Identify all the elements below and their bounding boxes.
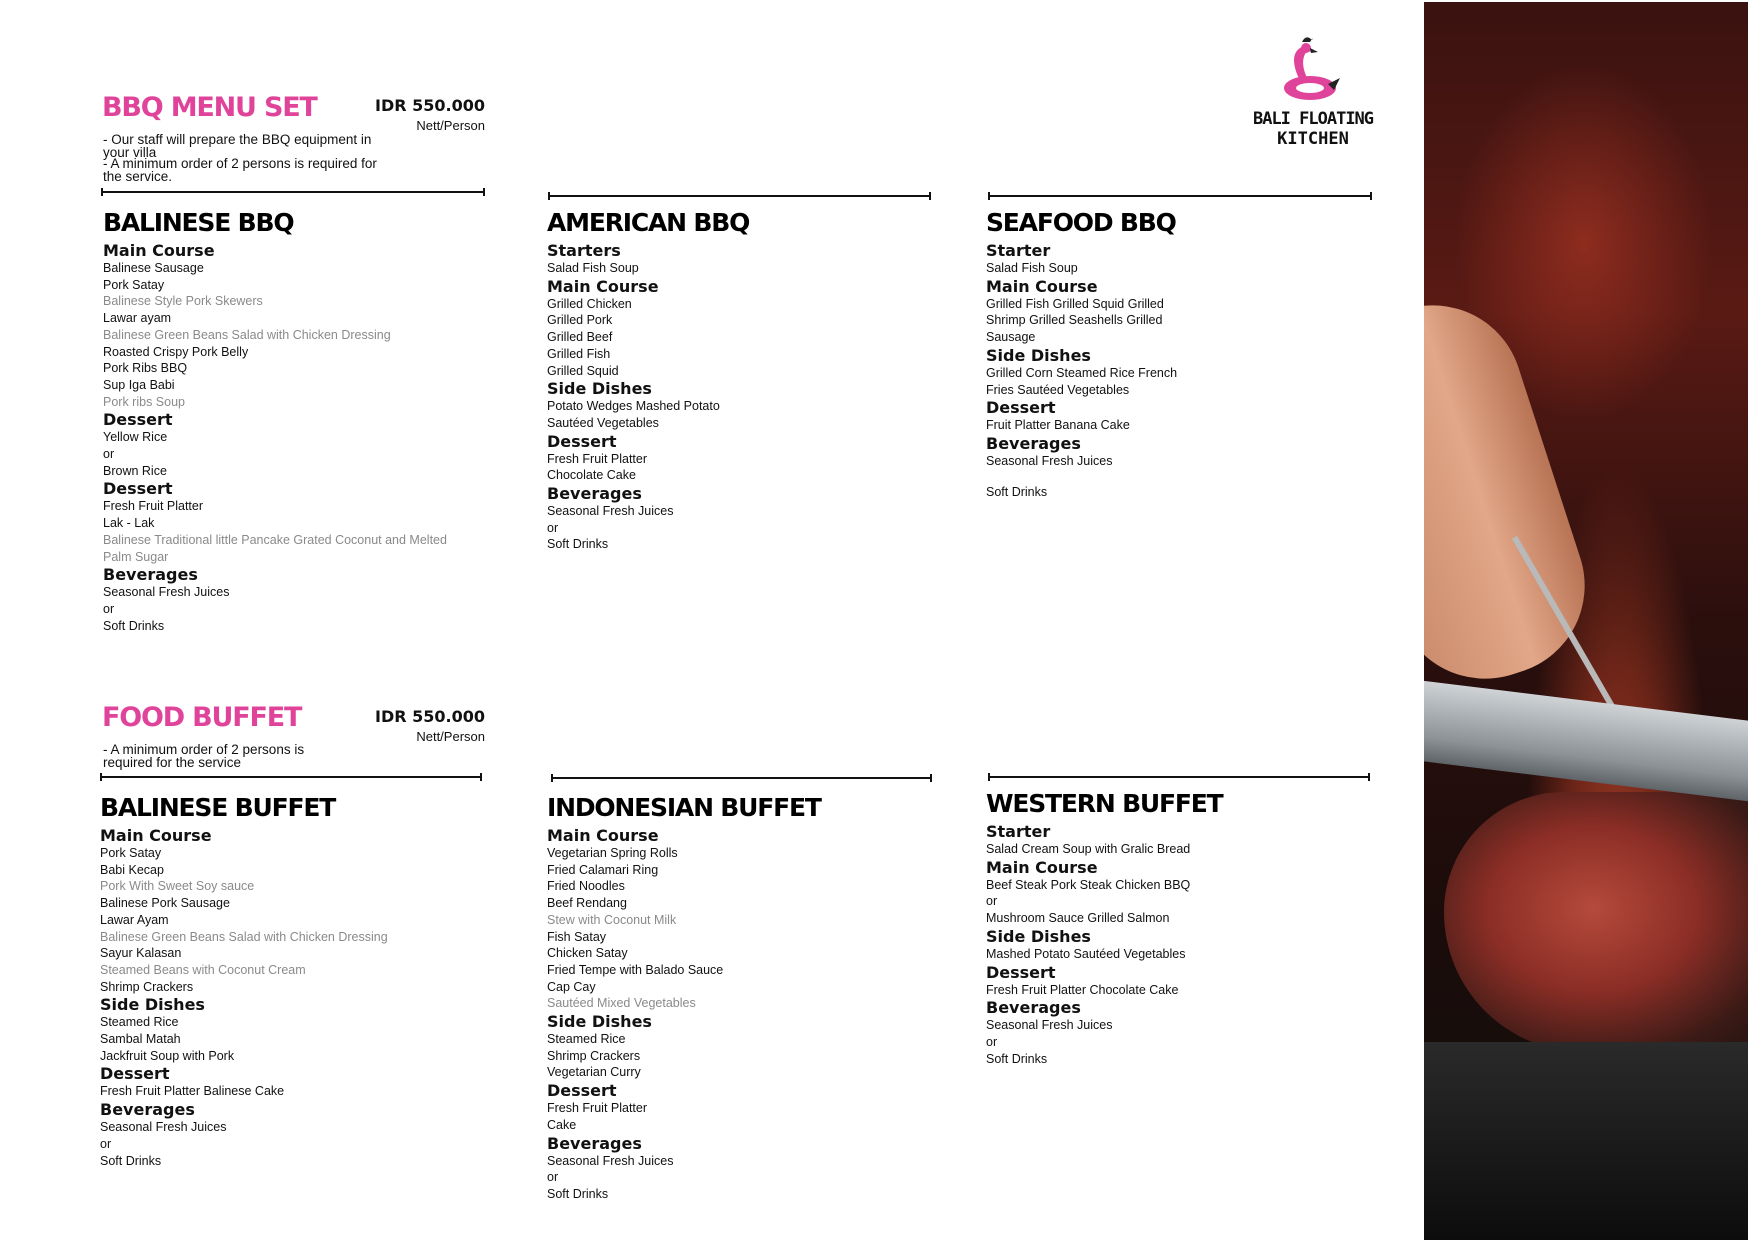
section-heading: Dessert (986, 962, 1056, 982)
section-heading: Side Dishes (100, 995, 205, 1015)
american-bbq-menu (547, 208, 907, 553)
menu-item: or (103, 601, 115, 616)
section-heading: Side Dishes (986, 926, 1091, 946)
section-heading: Dessert (547, 431, 617, 451)
menu-item: Seasonal Fresh Juices (986, 1018, 1113, 1033)
menu-item: or (547, 520, 559, 535)
bali-floating-kitchen-logo (1248, 36, 1378, 161)
indonesian-buffet-divider (551, 777, 932, 779)
menu-item: Pork Satay (100, 846, 162, 860)
section-heading: Main Course (986, 276, 1098, 296)
buffet-divider (100, 776, 482, 778)
section-heading: Main Course (547, 826, 659, 845)
menu-item: Salad Fish Soup (986, 261, 1078, 275)
menu-item: Soft Drinks (986, 1051, 1048, 1066)
bbq-note-minimum: - A minimum order of 2 persons is required for the service. (103, 156, 377, 184)
menu-item: Jackfruit Soup with Pork (100, 1048, 235, 1063)
menu-title: BALINESE BBQ (103, 208, 294, 237)
bbq-divider (101, 191, 485, 193)
menu-item: Pork Satay (103, 277, 165, 292)
menu-item: Fried Noodles (547, 879, 625, 894)
menu-title: AMERICAN BBQ (547, 208, 750, 237)
menu-item: Cap Cay (547, 979, 596, 994)
menu-item: Sup Iga Babi (103, 377, 175, 392)
menu-item: Soft Drinks (547, 537, 609, 552)
menu-item: Brown Rice (103, 463, 167, 478)
menu-item: Balinese Pork Sausage (100, 896, 230, 911)
menu-item: Grilled Squid (547, 363, 619, 378)
menu-title: INDONESIAN BUFFET (547, 793, 821, 822)
menu-item: Fresh Fruit Platter (547, 451, 648, 466)
menu-item: Sambal Matah (100, 1032, 181, 1047)
menu-item: Shrimp Crackers (100, 979, 194, 994)
menu-item: Seasonal Fresh Juices (547, 504, 674, 519)
menu-item: Vegetarian Curry (547, 1065, 641, 1080)
menu-item: Fries Sautéed Vegetables (986, 382, 1130, 397)
seafood-bbq-menu (986, 208, 1346, 500)
section-heading: Dessert (103, 410, 173, 430)
section-heading: Main Course (100, 826, 212, 845)
bbq-price-unit: Nett/Person (416, 118, 485, 133)
menu-item: Chocolate Cake (547, 468, 636, 483)
flamingo-icon (1248, 36, 1378, 106)
menu-item: Soft Drinks (103, 618, 165, 633)
menu-item: Shrimp Grilled Seashells Grilled (986, 313, 1163, 328)
section-heading: Beverages (986, 433, 1081, 453)
knife-shape (1424, 677, 1748, 808)
menu-item: Steamed Rice (547, 1032, 626, 1047)
section-heading: Dessert (100, 1064, 170, 1084)
menu-item: Seasonal Fresh Juices (547, 1153, 674, 1168)
section-heading: Beverages (103, 565, 198, 585)
western-buffet-menu (986, 789, 1346, 1067)
menu-item: Fried Tempe with Balado Sauce (547, 962, 724, 977)
menu-item: Yellow Rice (103, 430, 168, 445)
menu-item: Grilled Corn Steamed Rice French (986, 365, 1178, 380)
menu-title: WESTERN BUFFET (986, 789, 1223, 818)
menu-item: Balinese Traditional little Pancake Grated Coconut and Melted Palm Sugar (103, 532, 447, 564)
menu-item: Seasonal Fresh Juices (103, 585, 230, 600)
menu-item: Mushroom Sauce Grilled Salmon (986, 911, 1170, 926)
steak-shape (1444, 792, 1748, 1052)
logo-text-line2: KITCHEN (1277, 129, 1349, 149)
menu-item: Lak - Lak (103, 516, 155, 531)
menu-item: Shrimp Crackers (547, 1048, 641, 1063)
menu-item: or (986, 1034, 998, 1049)
menu-item: Mashed Potato Sautéed Vegetables (986, 946, 1186, 961)
western-buffet-divider (988, 776, 1370, 778)
menu-item: Sautéed Vegetables (547, 415, 659, 430)
balinese-buffet-menu (100, 793, 460, 1169)
menu-item: Babi Kecap (100, 862, 164, 877)
section-heading: Side Dishes (547, 1012, 652, 1032)
seafood-bbq-divider (988, 195, 1372, 197)
section-heading: Beverages (547, 1133, 642, 1153)
section-heading: Side Dishes (547, 379, 652, 399)
menu-item: Sausage (986, 330, 1036, 345)
menu-item: Vegetarian Spring Rolls (547, 846, 678, 860)
section-heading: Main Course (103, 241, 215, 260)
section-heading: Beverages (986, 998, 1081, 1018)
menu-item: Steamed Beans with Coconut Cream (100, 962, 306, 977)
menu-item: Balinese Green Beans Salad with Chicken Dressing (100, 929, 388, 944)
menu-item: Pork Ribs BBQ (103, 361, 188, 376)
buffet-price: IDR 550.000 (375, 707, 485, 726)
menu-item: or (986, 894, 998, 909)
menu-item: Grilled Fish Grilled Squid Grilled (986, 296, 1164, 311)
section-heading: Beverages (100, 1100, 195, 1120)
menu-item: or (103, 447, 115, 462)
menu-item: Fruit Platter Banana Cake (986, 418, 1130, 433)
buffet-price-unit: Nett/Person (416, 729, 485, 744)
section-heading: Dessert (547, 1081, 617, 1101)
menu-title: BALINESE BUFFET (100, 793, 336, 822)
bbq-note-staff: - Our staff will prepare the BBQ equipment in your villa (103, 132, 372, 160)
bbq-price: IDR 550.000 (375, 96, 485, 115)
menu-item: Fresh Fruit Platter (103, 499, 204, 514)
menu-item: Lawar Ayam (100, 912, 169, 927)
menu-item: Steamed Rice (100, 1015, 179, 1030)
menu-item: Balinese Sausage (103, 261, 204, 275)
section-heading: Beverages (547, 484, 642, 504)
menu-item: Sayur Kalasan (100, 946, 182, 961)
section-heading: Starter (986, 822, 1051, 841)
balinese-bbq-menu (103, 208, 463, 634)
food-buffet-title: FOOD BUFFET (102, 702, 302, 733)
menu-item: Beef Rendang (547, 896, 627, 911)
section-heading: Dessert (986, 398, 1056, 418)
menu-item: Seasonal Fresh Juices (986, 453, 1113, 468)
menu-item: Fish Satay (547, 929, 607, 944)
section-heading: Dessert (103, 479, 173, 499)
menu-item: Beef Steak Pork Steak Chicken BBQ (986, 877, 1191, 892)
section-heading: Side Dishes (986, 345, 1091, 365)
menu-item: Pork With Sweet Soy sauce (100, 879, 255, 894)
menu-item: Fried Calamari Ring (547, 862, 659, 877)
menu-item: Salad Fish Soup (547, 261, 639, 275)
menu-item: Balinese Style Pork Skewers (103, 294, 263, 309)
menu-item: Lawar ayam (103, 311, 172, 326)
section-heading: Starters (547, 241, 621, 260)
menu-title: SEAFOOD BBQ (986, 208, 1176, 237)
menu-item: Salad Cream Soup with Gralic Bread (986, 842, 1191, 856)
bbq-menu-set-title: BBQ MENU SET (102, 92, 317, 123)
grilled-meat-photo (1424, 2, 1748, 1240)
menu-item: or (547, 1170, 559, 1185)
menu-item: Seasonal Fresh Juices (100, 1120, 227, 1135)
menu-item: Pork ribs Soup (103, 394, 185, 409)
menu-item: Stew with Coconut Milk (547, 912, 677, 927)
section-heading: Main Course (986, 857, 1098, 877)
menu-item: Balinese Green Beans Salad with Chicken Dressing (103, 327, 391, 342)
logo-text-line1: BALI FLOATING (1252, 109, 1374, 129)
menu-item: Sautéed Mixed Vegetables (547, 996, 696, 1011)
buffet-note-minimum: - A minimum order of 2 persons is required for the service (103, 742, 305, 770)
menu-item: Grilled Beef (547, 330, 613, 345)
menu-item: Fresh Fruit Platter (547, 1101, 648, 1116)
menu-item: Grilled Fish (547, 346, 611, 361)
menu-item: Soft Drinks (100, 1153, 162, 1168)
menu-item: Cake (547, 1117, 577, 1132)
menu-item: Soft Drinks (547, 1186, 609, 1201)
menu-item (986, 470, 1346, 484)
menu-item: Soft Drinks (986, 484, 1048, 499)
menu-item: Fresh Fruit Platter Balinese Cake (100, 1084, 285, 1099)
menu-item: Grilled Chicken (547, 296, 632, 311)
menu-item: Grilled Pork (547, 313, 613, 328)
american-bbq-divider (548, 195, 931, 197)
menu-item: or (100, 1136, 112, 1151)
menu-item: Roasted Crispy Pork Belly (103, 344, 249, 359)
indonesian-buffet-menu (547, 793, 907, 1203)
section-heading: Main Course (547, 276, 659, 296)
section-heading: Starter (986, 241, 1051, 260)
menu-item: Fresh Fruit Platter Chocolate Cake (986, 982, 1179, 997)
menu-item: Potato Wedges Mashed Potato (547, 399, 720, 414)
menu-item: Chicken Satay (547, 946, 628, 961)
grill-shape (1424, 1042, 1748, 1240)
